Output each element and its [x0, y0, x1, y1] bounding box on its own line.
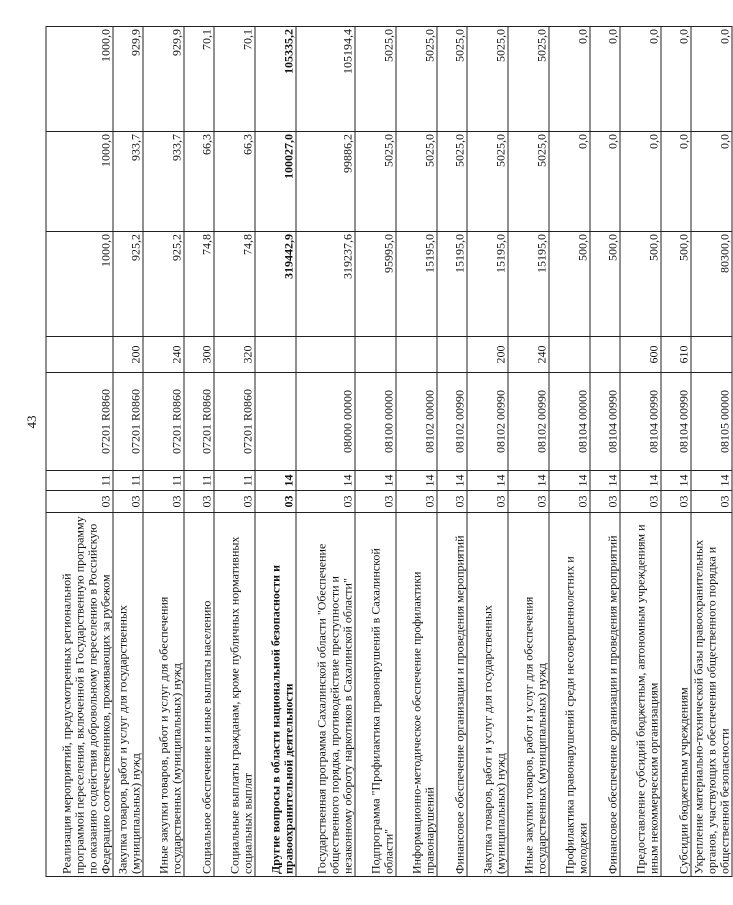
row-subsection-code: 14 [691, 471, 732, 491]
row-amount-2: 1000,0 [46, 132, 113, 232]
row-amount-3: 5025,0 [437, 27, 467, 132]
row-amount-2: 5025,0 [437, 132, 467, 232]
row-section-code: 03 [590, 491, 620, 513]
row-subsection-code: 14 [355, 471, 396, 491]
row-subsection-code: 14 [549, 471, 590, 491]
table-row [508, 27, 549, 877]
row-target-article: 07201 R0860 [113, 373, 143, 471]
row-section-code: 03 [620, 491, 661, 513]
row-amount-2: 0,0 [661, 132, 691, 232]
row-subsection-code: 14 [620, 471, 661, 491]
row-name: Информационно-методическое обеспечение профилактики правонарушений [396, 513, 437, 877]
row-section-code: 03 [214, 491, 255, 513]
row-amount-1: 500,0 [549, 232, 590, 337]
row-amount-3: 0,0 [620, 27, 661, 132]
row-target-article: 08102 00000 [396, 373, 437, 471]
row-amount-3: 105194,4 [296, 27, 355, 132]
row-amount-2: 933,7 [113, 132, 143, 232]
table-row [396, 27, 437, 877]
row-subsection-code: 11 [214, 471, 255, 491]
row-name: Закупка товаров, работ и услуг для государственных (муниципальных) нужд [113, 513, 143, 877]
row-amount-1: 15195,0 [396, 232, 437, 337]
row-target-article [255, 373, 296, 471]
row-amount-1: 95995,0 [355, 232, 396, 337]
row-expense-type [46, 337, 113, 373]
row-target-article: 08100 00000 [355, 373, 396, 471]
row-name: Социальные выплаты гражданам, кроме публичных нормативных социальных выплат [214, 513, 255, 877]
row-amount-1: 15195,0 [467, 232, 508, 337]
row-amount-3: 70,1 [214, 27, 255, 132]
table-row [590, 27, 620, 877]
table-row [46, 27, 113, 877]
row-amount-1: 15195,0 [508, 232, 549, 337]
row-section-code: 03 [467, 491, 508, 513]
row-expense-type: 240 [143, 337, 184, 373]
row-expense-type: 300 [184, 337, 214, 373]
row-amount-2: 66,3 [184, 132, 214, 232]
table-row [214, 27, 255, 877]
row-section-code: 03 [661, 491, 691, 513]
row-target-article: 07201 R0860 [214, 373, 255, 471]
row-amount-2: 933,7 [143, 132, 184, 232]
row-target-article: 07201 R0860 [184, 373, 214, 471]
row-amount-2: 0,0 [620, 132, 661, 232]
row-target-article: 08102 00990 [508, 373, 549, 471]
row-amount-3: 70,1 [184, 27, 214, 132]
row-section-code: 03 [396, 491, 437, 513]
row-amount-2: 66,3 [214, 132, 255, 232]
row-name: Укрепление материально-технической базы правоохранительных органов, участвующих в обеспечении общественного порядка и общественной безопасности [691, 513, 732, 877]
table-row [143, 27, 184, 877]
row-section-code: 03 [255, 491, 296, 513]
row-amount-1: 925,2 [113, 232, 143, 337]
table-row [437, 27, 467, 877]
row-amount-1: 74,8 [214, 232, 255, 337]
row-target-article: 07201 R0860 [46, 373, 113, 471]
row-name: Субсидии бюджетным учреждениям [661, 513, 691, 877]
row-subsection-code: 11 [113, 471, 143, 491]
row-amount-3: 929,9 [113, 27, 143, 132]
row-expense-type [590, 337, 620, 373]
row-amount-1: 500,0 [590, 232, 620, 337]
row-subsection-code: 11 [143, 471, 184, 491]
row-amount-2: 5025,0 [355, 132, 396, 232]
row-subsection-code: 11 [184, 471, 214, 491]
row-target-article: 08000 00000 [296, 373, 355, 471]
row-subsection-code: 14 [508, 471, 549, 491]
row-section-code: 03 [691, 491, 732, 513]
row-subsection-code: 14 [255, 471, 296, 491]
row-amount-1: 1000,0 [46, 232, 113, 337]
row-target-article: 07201 R0860 [143, 373, 184, 471]
row-name: Иные закупки товаров, работ и услуг для обеспечения государственных (муниципальных) нужд [143, 513, 184, 877]
budget-table-body [46, 27, 732, 877]
row-amount-1: 80300,0 [691, 232, 732, 337]
table-row [467, 27, 508, 877]
row-section-code: 03 [355, 491, 396, 513]
row-expense-type [296, 337, 355, 373]
row-subsection-code: 14 [590, 471, 620, 491]
budget-table-sheet [46, 27, 732, 877]
row-name: Финансовое обеспечение организации и проведения мероприятий [437, 513, 467, 877]
row-amount-3: 0,0 [661, 27, 691, 132]
row-amount-3: 0,0 [549, 27, 590, 132]
row-amount-3: 0,0 [691, 27, 732, 132]
row-expense-type [255, 337, 296, 373]
row-expense-type [549, 337, 590, 373]
row-amount-2: 0,0 [590, 132, 620, 232]
row-amount-1: 319442,9 [255, 232, 296, 337]
row-target-article: 08104 00990 [590, 373, 620, 471]
row-expense-type [437, 337, 467, 373]
row-subsection-code: 14 [396, 471, 437, 491]
row-amount-1: 319237,6 [296, 232, 355, 337]
row-subsection-code: 14 [467, 471, 508, 491]
row-name: Финансовое обеспечение организации и проведения мероприятий [590, 513, 620, 877]
row-target-article: 08104 00990 [620, 373, 661, 471]
row-name: Реализация мероприятий, предусмотренных региональной программой переселения, включенной в Государственную программу по оказанию содействия добровольному переселению в Российскую Федерацию соотечественников, проживающих за рубежом [46, 513, 113, 877]
row-amount-2: 5025,0 [508, 132, 549, 232]
row-target-article: 08104 00000 [549, 373, 590, 471]
row-expense-type: 320 [214, 337, 255, 373]
row-name: Социальное обеспечение и иные выплаты населению [184, 513, 214, 877]
row-target-article: 08102 00990 [467, 373, 508, 471]
row-name: Закупка товаров, работ и услуг для государственных (муниципальных) нужд [467, 513, 508, 877]
row-amount-1: 500,0 [620, 232, 661, 337]
row-expense-type: 600 [620, 337, 661, 373]
row-amount-3: 0,0 [590, 27, 620, 132]
row-amount-1: 925,2 [143, 232, 184, 337]
table-row [255, 27, 296, 877]
table-row [113, 27, 143, 877]
row-name: Подпрограмма "Профилактика правонарушений в Сахалинской области" [355, 513, 396, 877]
row-amount-2: 0,0 [691, 132, 732, 232]
row-expense-type: 200 [467, 337, 508, 373]
row-amount-2: 5025,0 [396, 132, 437, 232]
row-amount-1: 500,0 [661, 232, 691, 337]
row-amount-3: 1000,0 [46, 27, 113, 132]
row-section-code: 03 [113, 491, 143, 513]
row-target-article: 08102 00990 [437, 373, 467, 471]
row-section-code: 03 [143, 491, 184, 513]
table-row [661, 27, 691, 877]
row-section-code: 03 [437, 491, 467, 513]
row-section-code: 03 [549, 491, 590, 513]
row-subsection-code: 14 [661, 471, 691, 491]
row-amount-3: 5025,0 [396, 27, 437, 132]
table-row [296, 27, 355, 877]
row-name: Другие вопросы в области национальной безопасности и правоохранительной деятельности [255, 513, 296, 877]
table-row [691, 27, 732, 877]
row-name: Иные закупки товаров, работ и услуг для обеспечения государственных (муниципальных) нужд [508, 513, 549, 877]
row-expense-type [396, 337, 437, 373]
row-expense-type [355, 337, 396, 373]
table-row [549, 27, 590, 877]
row-expense-type: 200 [113, 337, 143, 373]
row-subsection-code: 14 [296, 471, 355, 491]
row-subsection-code: 14 [437, 471, 467, 491]
table-row [620, 27, 661, 877]
table-row [355, 27, 396, 877]
row-amount-3: 929,9 [143, 27, 184, 132]
row-subsection-code: 11 [46, 471, 113, 491]
row-amount-1: 15195,0 [437, 232, 467, 337]
row-amount-2: 100027,0 [255, 132, 296, 232]
row-amount-3: 105335,2 [255, 27, 296, 132]
row-amount-2: 99886,2 [296, 132, 355, 232]
row-target-article: 08105 00000 [691, 373, 732, 471]
row-amount-2: 5025,0 [467, 132, 508, 232]
row-amount-1: 74,8 [184, 232, 214, 337]
page-number: 43 [24, 415, 39, 429]
row-amount-3: 5025,0 [508, 27, 549, 132]
row-amount-3: 5025,0 [355, 27, 396, 132]
row-name: Государственная программа Сахалинской области "Обеспечение общественного порядка, противодействие преступности и незаконному обороту наркотиков в Сахалинской области" [296, 513, 355, 877]
row-section-code: 03 [184, 491, 214, 513]
row-section-code: 03 [508, 491, 549, 513]
row-amount-2: 0,0 [549, 132, 590, 232]
row-target-article: 08104 00990 [661, 373, 691, 471]
row-amount-3: 5025,0 [467, 27, 508, 132]
budget-table [46, 26, 733, 877]
row-section-code: 03 [296, 491, 355, 513]
row-name: Предоставление субсидий бюджетным, автономным учреждениям и иным некоммерческим организациям [620, 513, 661, 877]
row-expense-type: 610 [661, 337, 691, 373]
row-expense-type [691, 337, 732, 373]
table-row [184, 27, 214, 877]
row-section-code: 03 [46, 491, 113, 513]
row-name: Профилактика правонарушений среди несовершеннолетних и молодежи [549, 513, 590, 877]
row-expense-type: 240 [508, 337, 549, 373]
